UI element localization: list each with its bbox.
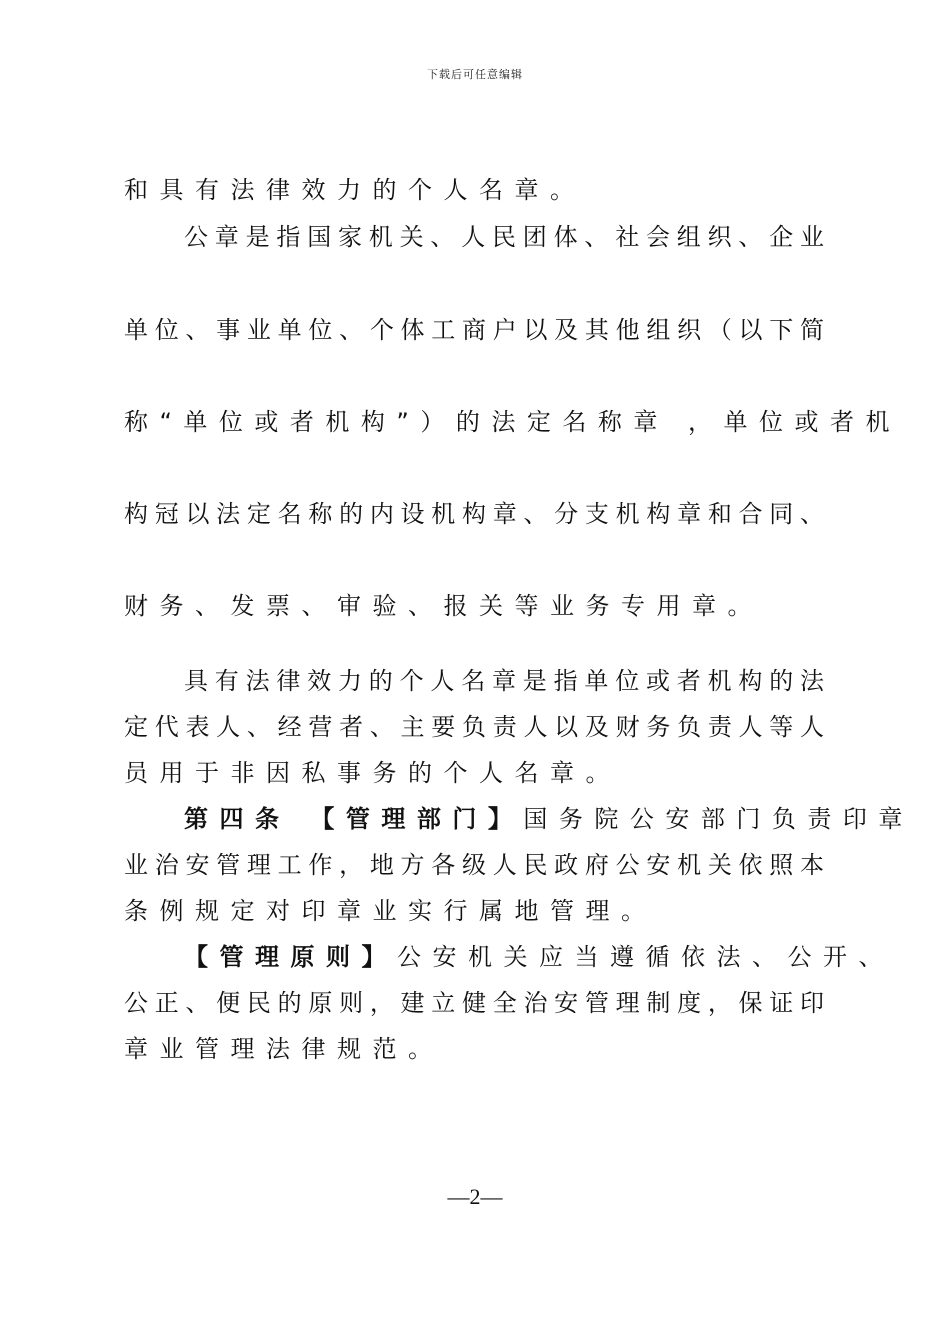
article-heading: 第四条 【管理部门】 <box>184 805 524 833</box>
text-line: 条例规定对印章业实行属地管理。 <box>124 897 657 925</box>
article-line <box>184 804 914 834</box>
page-number: —2— <box>447 1184 503 1209</box>
text-line: 具有法律效力的个人名章是指单位或者机构的法 <box>184 667 824 695</box>
text-line: 和具有法律效力的个人名章。 <box>124 176 586 204</box>
text-line: 单位、事业单位、个体工商户以及其他组织（以下简 <box>124 316 824 344</box>
principle-text: 公安机关应当遵循依法、公开、 <box>397 943 894 971</box>
page-header-note: 下载后可任意编辑 <box>427 68 523 81</box>
text-line: 业治安管理工作，地方各级人民政府公安机关依照本 <box>124 851 824 879</box>
text-line: 员用于非因私事务的个人名章。 <box>124 759 621 787</box>
text-line: 构冠以法定名称的内设机构章、分支机构章和合同、 <box>124 500 824 528</box>
text-line: 公章是指国家机关、人民团体、社会组织、企业 <box>184 223 824 251</box>
text-line: 公正、便民的原则，建立健全治安管理制度，保证印 <box>124 989 824 1017</box>
principle-line <box>184 942 894 972</box>
text-line: 称“单位或者机构”）的法定名称章 ，单位或者机 <box>124 408 901 436</box>
text-line: 财务、发票、审验、报关等业务专用章。 <box>124 592 763 620</box>
text-line: 章业管理法律规范。 <box>124 1035 444 1063</box>
text-line: 定代表人、经营者、主要负责人以及财务负责人等人 <box>124 713 824 741</box>
principle-heading: 【管理原则】 <box>184 943 397 971</box>
article-text: 国务院公安部门负责印章 <box>523 805 914 833</box>
